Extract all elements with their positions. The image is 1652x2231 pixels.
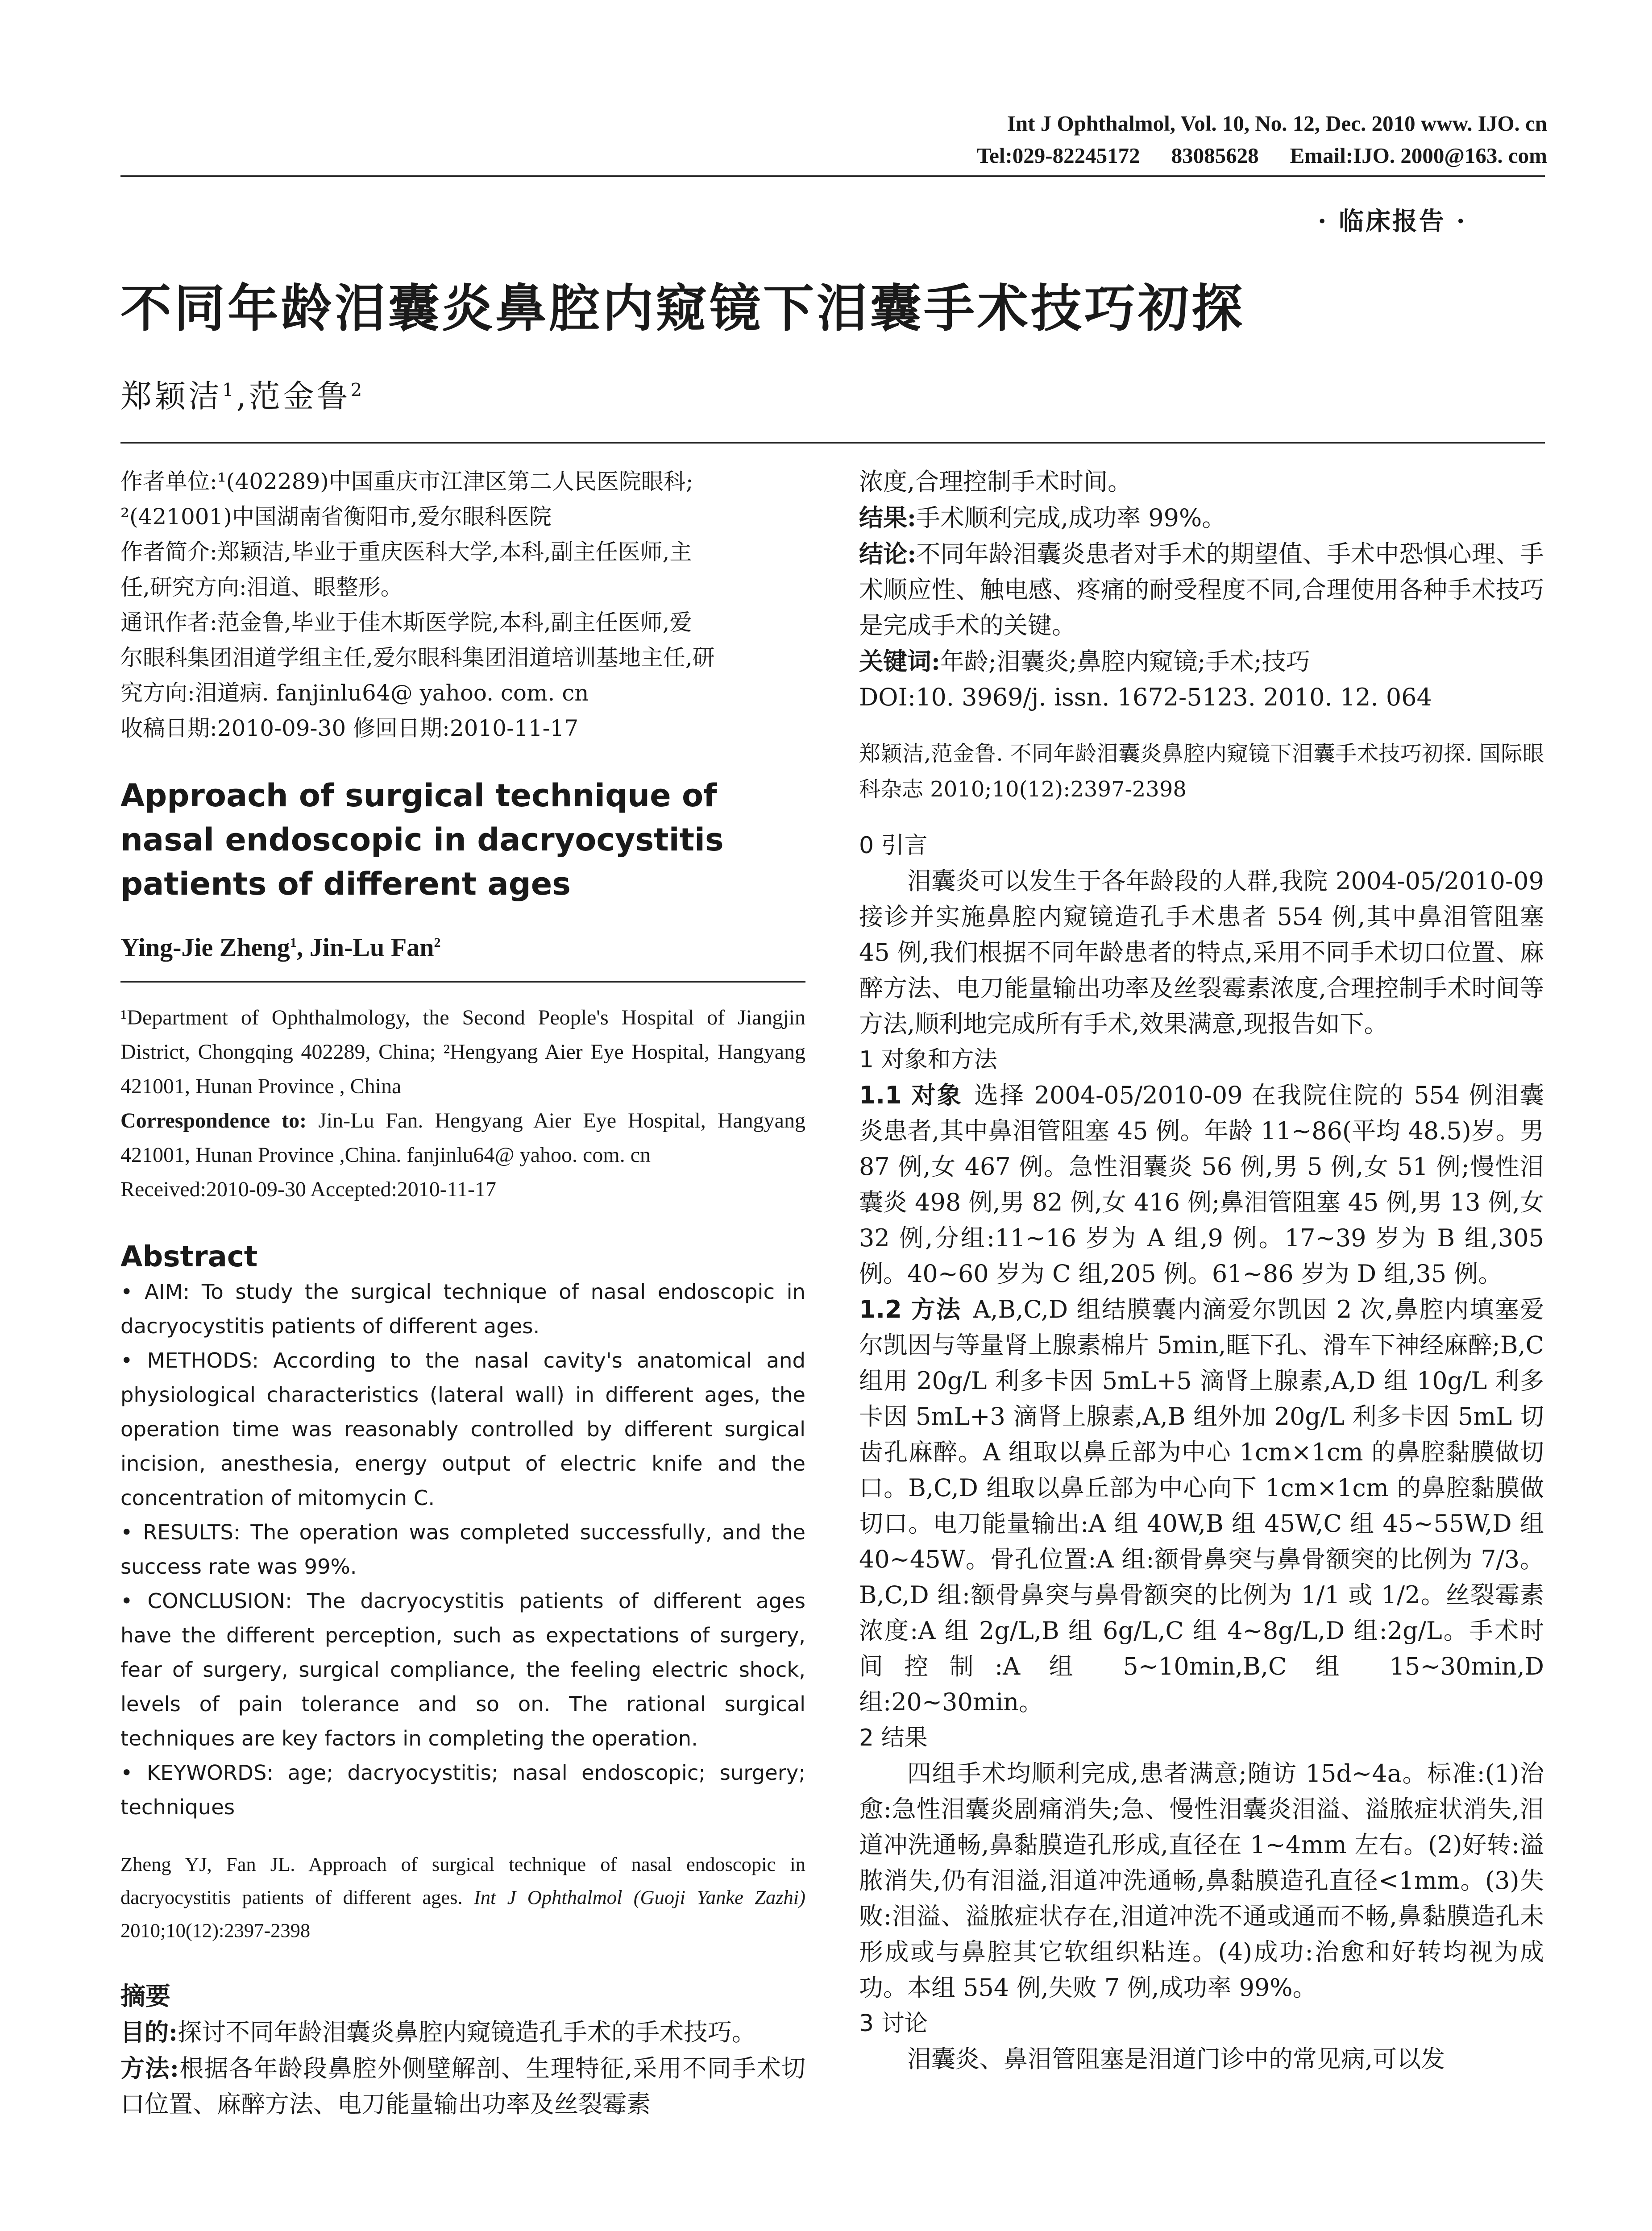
- abstract-keywords: • KEYWORDS: age; dacryocystitis; nasal endoscopic; surgery; techniques: [120, 1761, 805, 1820]
- section-2-heading: 2 结果: [859, 1725, 928, 1751]
- section-1-2: [859, 1292, 1544, 1720]
- kw-text: 年龄;泪囊炎;鼻腔内窥镜;手术;技巧: [940, 647, 1310, 676]
- authors-cn: [120, 371, 365, 416]
- cite-main: Zheng YJ, Fan JL. Approach of surgical technique of nasal endoscopic in dacryocystitis patients of different ages.: [120, 1853, 805, 1909]
- affil-line: 究方向:泪道病. fanjinlu64@ yahoo. com. cn: [120, 680, 589, 706]
- authors-en: [120, 925, 805, 965]
- result-label: 结果:: [859, 503, 916, 532]
- abstract-cn-conclusion: [859, 536, 1544, 643]
- corr-label: Correspondence to:: [120, 1109, 307, 1133]
- author-en-2-sup: 2: [434, 935, 441, 950]
- article-category: · 临床报告 ·: [1318, 207, 1467, 236]
- article-title-en: Approach of surgical technique of nasal endoscopic in dacryocystitis patients of different ages: [120, 777, 724, 902]
- section-1-2-text: A,B,C,D 组结膜囊内滴爱尔凯因 2 次,鼻腔内填塞爱尔凯因与等量肾上腺素棉片 5min,眶下孔、滑车下神经麻醉;B,C 组用 20g/L 利多卡因 5mL+5 滴肾上腺素,A,D 组 10g/L 利多卡因 5mL+3 滴肾上腺素,A,B 组外加 20g/L 利多卡因 5mL 切齿孔麻醉。A 组取以鼻丘部为中心 1cm×1cm 的鼻腔黏膜做切口。B,C,D 组取以鼻丘部为中心向下 1cm×1cm 的鼻腔黏膜做切口。电刀能量输出:A 组 40W,B 组 45W,C 组 45~55W,D 组 40~45W。骨孔位置:A 组:额骨鼻突与鼻骨额突的比例为 7/3。B,C,D 组:额骨鼻突与鼻骨额突的比例为 1/1 或 1/2。丝裂霉素浓度:A 组 2g/L,B 组 6g/L,C 组 4~8g/L,D 组:2g/L。手术时间控制:A 组 5~10min,B,C 组 15~30min,D 组:20~30min。: [859, 1295, 1544, 1716]
- concl-label: 结论:: [859, 539, 917, 568]
- affil-line: 任,研究方向:泪道、眼整形。: [120, 574, 403, 600]
- author-sep: ,: [236, 378, 249, 415]
- concl-text: 不同年龄泪囊炎患者对手术的期望值、手术中恐惧心理、手术顺应性、触电感、疼痛的耐受程度不同,合理使用各种手术技巧是完成手术的关键。: [859, 540, 1544, 639]
- abstract-results: • RESULTS: The operation was completed successfully, and the success rate was 99%.: [120, 1520, 805, 1579]
- affil-line: ²(421001)中国湖南省衡阳市,爱尔眼科医院: [120, 504, 552, 530]
- right-column: [859, 464, 1544, 2077]
- cite-journal: Int J Ophthalmol (Guoji Yanke Zazhi): [473, 1886, 805, 1909]
- abstract-heading: Abstract: [120, 1240, 258, 1274]
- section-1-1: [859, 1078, 1544, 1292]
- section-2-text: 四组手术均顺利完成,患者满意;随访 15d~4a。标准:(1)治愈:急性泪囊炎剧痛消失;急、慢性泪囊炎泪溢、溢脓症状消失,泪道冲洗通畅,鼻黏膜造孔形成,直径在 1~4mm 左右。(2)好转:溢脓消失,仍有泪溢,泪道冲洗通畅,鼻黏膜造孔直径<1mm。(3)失败:泪溢、溢脓症状存在,泪道冲洗不通或通而不畅,鼻黏膜造孔未形成或与鼻腔其它软组织粘连。(4)成功:治愈和好转均视为成功。本组 554 例,失败 7 例,成功率 99%。: [859, 1759, 1544, 2002]
- citation-cn: 郑颖洁,范金鲁. 不同年龄泪囊炎鼻腔内窥镜下泪囊手术技巧初探. 国际眼科杂志 2010;10(12):2397-2398: [859, 741, 1544, 802]
- author-en-1: Ying-Jie Zheng: [120, 933, 290, 962]
- goal-text: 探讨不同年龄泪囊炎鼻腔内窥镜造孔手术的手术技巧。: [177, 2018, 756, 2047]
- abstract-aim: • AIM: To study the surgical technique of nasal endoscopic in dacryocystitis patients of different ages.: [120, 1280, 805, 1339]
- section-1-heading: 1 对象和方法: [859, 1046, 997, 1073]
- author-en-2: Jin-Lu Fan: [309, 933, 434, 962]
- abstract-cn-heading: 摘要: [120, 1982, 170, 2011]
- method-text: 根据各年龄段鼻腔外侧壁解剖、生理特征,采用不同手术切口位置、麻醉方法、电刀能量输出功率及丝裂霉素: [120, 2054, 806, 2119]
- received-dates-en: Received:2010-09-30 Accepted:2010-11-17: [120, 1178, 496, 1202]
- left-column: [120, 464, 805, 2122]
- author-en-1-sup: 1: [290, 935, 297, 950]
- author-2: 范金鲁: [249, 378, 351, 415]
- section-1-1-text: 选择 2004-05/2010-09 在我院住院的 554 例泪囊炎患者,其中鼻泪管阻塞 45 例。年龄 11~86(平均 48.5)岁。男 87 例,女 467 例。急性泪囊炎 56 例,男 5 例,女 51 例;慢性泪囊炎 498 例,男 82 例,女 416 例;鼻泪管阻塞 45 例,男 13 例,女 32 例,分组:11~16 岁为 A 组,9 例。17~39 岁为 B 组,305 例。40~60 岁为 C 组,205 例。61~86 岁为 D 组,35 例。: [859, 1081, 1544, 1288]
- section-0-text: 泪囊炎可以发生于各年龄段的人群,我院 2004-05/2010-09 接诊并实施鼻腔内窥镜造孔手术患者 554 例,其中鼻泪管阻塞 45 例,我们根据不同年龄患者的特点,采用不同手术切口位置、麻醉方法、电刀能量输出功率及丝裂霉素浓度,合理控制手术时间等方法,顺利地完成所有手术,效果满意,现报告如下。: [859, 867, 1544, 1038]
- doi: DOI:10. 3969/j. issn. 1672-5123. 2010. 12. 064: [859, 683, 1432, 711]
- journal-header: Int J Ophthalmol, Vol. 10, No. 12, Dec. 2010 www. IJO. cn: [1007, 111, 1547, 136]
- abstract-cn-goal: [120, 2014, 805, 2050]
- article-title-cn: 不同年龄泪囊炎鼻腔内窥镜下泪囊手术技巧初探: [120, 279, 1245, 338]
- affiliation-en: ¹Department of Ophthalmology, the Second People's Hospital of Jiangjin District, Chongqing 402289, China; ²Hengyang Aier Eye Hospital, Hangyang 421001, Hunan Province , China: [120, 1006, 805, 1099]
- authors-en-rule: [120, 981, 805, 983]
- section-3-text: 泪囊炎、鼻泪管阻塞是泪道门诊中的常见病,可以发: [907, 2045, 1445, 2073]
- result-text: 手术顺利完成,成功率 99%。: [916, 504, 1226, 532]
- kw-label: 关键词:: [859, 647, 940, 676]
- cite-tail: 2010;10(12):2397-2398: [120, 1919, 311, 1942]
- keywords-cn: [859, 643, 1544, 680]
- section-1-1-label: 1.1 对象: [859, 1081, 963, 1109]
- section-0-heading: 0 引言: [859, 832, 928, 859]
- journal-contact: [977, 143, 1547, 168]
- corr-text: Jin-Lu Fan. Hengyang Aier Eye Hospital, Hangyang 421001, Hunan Province ,China. fanjinlu64@ yahoo. com. cn: [120, 1109, 805, 1167]
- author-1-sup: 1: [222, 380, 237, 401]
- email: Email:IJO. 2000@163. com: [1290, 143, 1547, 168]
- citation-en: [120, 1848, 805, 1947]
- header-rule: [120, 175, 1545, 177]
- affil-line: 通讯作者:范金鲁,毕业于佳木斯医学院,本科,副主任医师,爱: [120, 610, 692, 635]
- affil-line: 作者单位:¹(402289)中国重庆市江津区第二人民医院眼科;: [120, 469, 693, 494]
- abstract-cn-result: [859, 500, 1544, 536]
- author-en-sep: ,: [296, 933, 310, 962]
- abstract-methods: • METHODS: According to the nasal cavity's anatomical and physiological characteristics (lateral wall) in different ages, the operation time was reasonably controlled by different surgical incision, anesthesia, energy output of electric knife and the concentration of mitomycin C.: [120, 1348, 805, 1510]
- received-dates-cn: 收稿日期:2010-09-30 修回日期:2010-11-17: [120, 715, 579, 741]
- affil-line: 尔眼科集团泪道学组主任,爱尔眼科集团泪道培训基地主任,研: [120, 645, 715, 671]
- method-label: 方法:: [120, 2054, 179, 2083]
- abstract-conclusion: • CONCLUSION: The dacryocystitis patients of different ages have the different perception, such as expectations of surgery, fear of surgery, surgical compliance, the feeling electric shock, levels of pain tolerance and so on. The rational surgical techniques are key factors in completing the operation.: [120, 1589, 805, 1751]
- affil-line: 作者简介:郑颖洁,毕业于重庆医科大学,本科,副主任医师,主: [120, 539, 692, 565]
- tel-2: 83085628: [1171, 143, 1259, 168]
- section-3-heading: 3 讨论: [859, 2010, 928, 2037]
- abstract-cn-method: [120, 2050, 805, 2122]
- authors-rule: [120, 442, 1545, 444]
- goal-label: 目的:: [120, 2018, 178, 2047]
- tel: Tel:029-82245172: [976, 143, 1140, 168]
- author-1: 郑颖洁: [120, 378, 222, 415]
- author-2-sup: 2: [350, 380, 365, 401]
- section-1-2-label: 1.2 方法: [859, 1295, 962, 1323]
- correspondence-en: [120, 1103, 805, 1172]
- abstract-cn-method-cont: 浓度,合理控制手术时间。: [859, 468, 1132, 496]
